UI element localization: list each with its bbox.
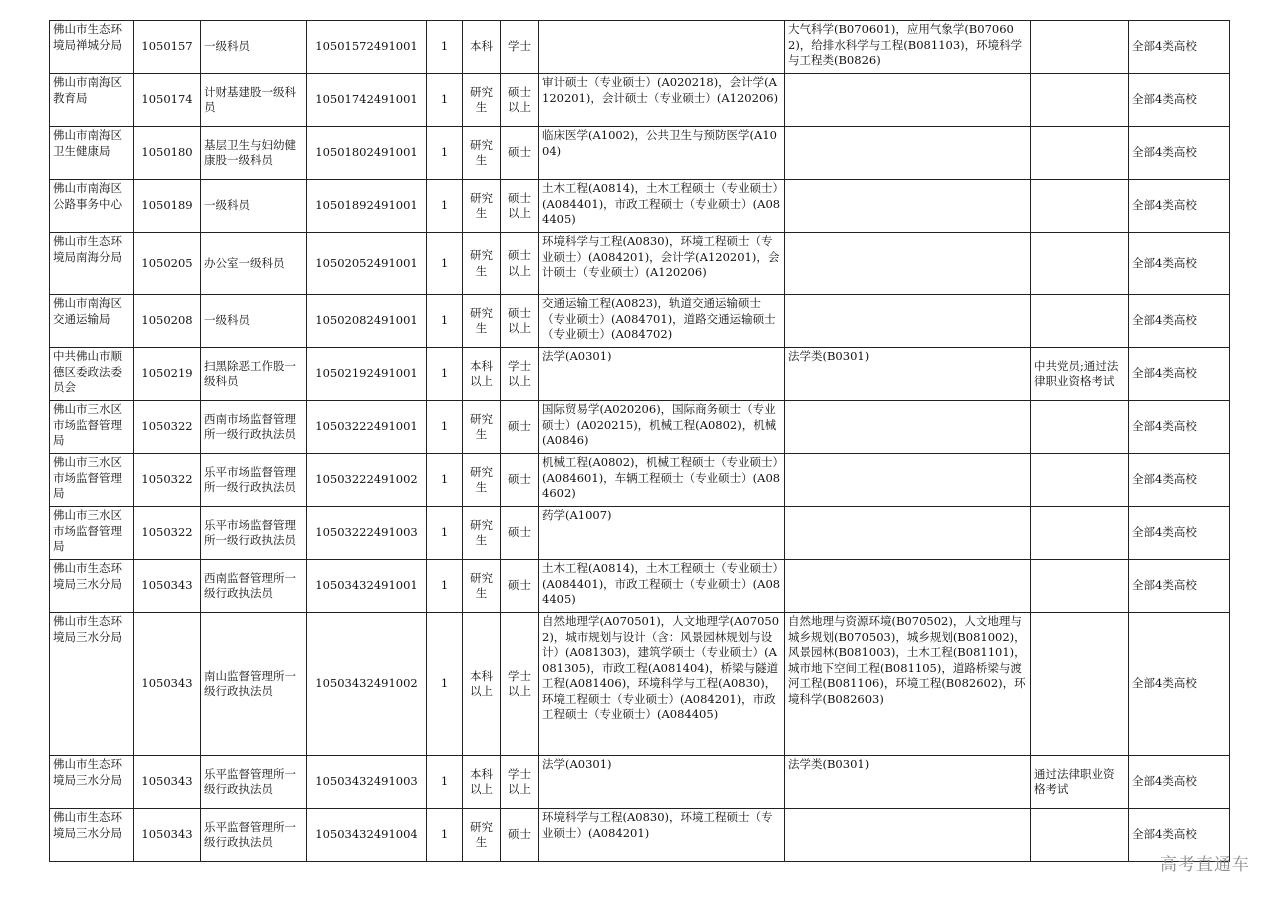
cell-count: 1 <box>427 507 463 560</box>
cell-position-code: 10503432491001 <box>307 560 427 613</box>
cell-grad-major: 国际贸易学(A020206)，国际商务硕士（专业硕士）(A020215)，机械工程(A0802)，机械(A0846) <box>539 401 785 454</box>
cell-scope: 全部4类高校 <box>1129 21 1230 74</box>
cell-count: 1 <box>427 613 463 756</box>
cell-undergrad-major: 法学类(B0301) <box>785 756 1031 809</box>
table-row <box>50 295 1230 348</box>
cell-dept-code: 1050205 <box>134 233 201 295</box>
cell-other <box>1031 180 1129 233</box>
cell-degree: 硕士 <box>501 809 539 862</box>
cell-scope: 全部4类高校 <box>1129 756 1230 809</box>
cell-dept-code: 1050322 <box>134 454 201 507</box>
cell-undergrad-major <box>785 180 1031 233</box>
cell-unit: 佛山市三水区市场监督管理局 <box>50 401 134 454</box>
table-row <box>50 180 1230 233</box>
cell-degree: 学士以上 <box>501 613 539 756</box>
cell-position: 基层卫生与妇幼健康股一级科员 <box>201 127 307 180</box>
cell-position-code: 10501742491001 <box>307 74 427 127</box>
cell-dept-code: 1050208 <box>134 295 201 348</box>
cell-degree: 硕士 <box>501 507 539 560</box>
cell-position: 西南监督管理所一级行政执法员 <box>201 560 307 613</box>
cell-education: 研究生 <box>463 233 501 295</box>
table-row <box>50 613 1230 756</box>
cell-other <box>1031 295 1129 348</box>
cell-education: 研究生 <box>463 560 501 613</box>
cell-other <box>1031 613 1129 756</box>
cell-unit: 佛山市南海区教育局 <box>50 74 134 127</box>
cell-count: 1 <box>427 348 463 401</box>
cell-education: 研究生 <box>463 454 501 507</box>
cell-degree: 硕士 <box>501 127 539 180</box>
cell-education: 研究生 <box>463 295 501 348</box>
cell-unit: 中共佛山市顺德区委政法委员会 <box>50 348 134 401</box>
cell-position: 乐平市场监督管理所一级行政执法员 <box>201 454 307 507</box>
table-row <box>50 454 1230 507</box>
table-row <box>50 74 1230 127</box>
cell-count: 1 <box>427 454 463 507</box>
cell-scope: 全部4类高校 <box>1129 74 1230 127</box>
cell-position: 计财基建股一级科员 <box>201 74 307 127</box>
cell-count: 1 <box>427 756 463 809</box>
cell-education: 研究生 <box>463 127 501 180</box>
cell-undergrad-major: 大气科学(B070601)，应用气象学(B070602)，给排水科学与工程(B081103)，环境科学与工程类(B0826) <box>785 21 1031 74</box>
cell-dept-code: 1050189 <box>134 180 201 233</box>
cell-grad-major: 环境科学与工程(A0830)，环境工程硕士（专业硕士）(A084201) <box>539 809 785 862</box>
table-body <box>50 21 1230 862</box>
cell-count: 1 <box>427 560 463 613</box>
cell-unit: 佛山市三水区市场监督管理局 <box>50 507 134 560</box>
cell-degree: 学士 <box>501 21 539 74</box>
cell-scope: 全部4类高校 <box>1129 613 1230 756</box>
cell-dept-code: 1050174 <box>134 74 201 127</box>
cell-scope: 全部4类高校 <box>1129 348 1230 401</box>
cell-degree: 硕士以上 <box>501 233 539 295</box>
cell-undergrad-major: 自然地理与资源环境(B070502)，人文地理与城乡规划(B070503)，城乡规划(B081002)，风景园林(B081003)，土木工程(B081101)，城市地下空间工程(B081105)，道路桥梁与渡河工程(B081106)，环境工程(B082602)，环境科学(B082603) <box>785 613 1031 756</box>
cell-grad-major: 机械工程(A0802)，机械工程硕士（专业硕士）(A084601)，车辆工程硕士（专业硕士）(A084602) <box>539 454 785 507</box>
cell-unit: 佛山市生态环境局三水分局 <box>50 560 134 613</box>
cell-other <box>1031 74 1129 127</box>
cell-grad-major <box>539 21 785 74</box>
cell-count: 1 <box>427 21 463 74</box>
cell-position: 一级科员 <box>201 180 307 233</box>
cell-count: 1 <box>427 809 463 862</box>
table-row <box>50 127 1230 180</box>
cell-education: 研究生 <box>463 507 501 560</box>
cell-undergrad-major <box>785 74 1031 127</box>
cell-other: 通过法律职业资格考试 <box>1031 756 1129 809</box>
cell-scope: 全部4类高校 <box>1129 560 1230 613</box>
cell-other <box>1031 809 1129 862</box>
cell-degree: 硕士以上 <box>501 180 539 233</box>
cell-dept-code: 1050322 <box>134 507 201 560</box>
cell-degree: 学士以上 <box>501 756 539 809</box>
cell-position-code: 10503222491001 <box>307 401 427 454</box>
cell-position-code: 10502082491001 <box>307 295 427 348</box>
cell-unit: 佛山市生态环境局禅城分局 <box>50 21 134 74</box>
cell-grad-major: 临床医学(A1002)，公共卫生与预防医学(A1004) <box>539 127 785 180</box>
cell-count: 1 <box>427 233 463 295</box>
cell-position-code: 10503222491002 <box>307 454 427 507</box>
cell-degree: 硕士 <box>501 401 539 454</box>
cell-position-code: 10501802491001 <box>307 127 427 180</box>
cell-scope: 全部4类高校 <box>1129 180 1230 233</box>
table-row <box>50 756 1230 809</box>
cell-position: 西南市场监督管理所一级行政执法员 <box>201 401 307 454</box>
recruitment-table <box>49 20 1230 862</box>
table-row <box>50 348 1230 401</box>
cell-undergrad-major <box>785 233 1031 295</box>
cell-position: 乐平监督管理所一级行政执法员 <box>201 756 307 809</box>
table-row <box>50 401 1230 454</box>
cell-unit: 佛山市三水区市场监督管理局 <box>50 454 134 507</box>
cell-other <box>1031 454 1129 507</box>
cell-position-code: 10503432491003 <box>307 756 427 809</box>
cell-count: 1 <box>427 127 463 180</box>
cell-unit: 佛山市生态环境局三水分局 <box>50 756 134 809</box>
cell-unit: 佛山市南海区卫生健康局 <box>50 127 134 180</box>
cell-education: 研究生 <box>463 401 501 454</box>
cell-position: 南山监督管理所一级行政执法员 <box>201 613 307 756</box>
cell-other <box>1031 507 1129 560</box>
cell-grad-major: 法学(A0301) <box>539 348 785 401</box>
cell-undergrad-major <box>785 560 1031 613</box>
cell-position-code: 10503432491004 <box>307 809 427 862</box>
cell-scope: 全部4类高校 <box>1129 809 1230 862</box>
cell-undergrad-major <box>785 401 1031 454</box>
cell-count: 1 <box>427 74 463 127</box>
cell-count: 1 <box>427 295 463 348</box>
table-row <box>50 507 1230 560</box>
cell-other <box>1031 233 1129 295</box>
cell-grad-major: 药学(A1007) <box>539 507 785 560</box>
cell-position-code: 10503222491003 <box>307 507 427 560</box>
cell-scope: 全部4类高校 <box>1129 454 1230 507</box>
cell-undergrad-major: 法学类(B0301) <box>785 348 1031 401</box>
cell-grad-major: 交通运输工程(A0823)，轨道交通运输硕士（专业硕士）(A084701)，道路交通运输硕士（专业硕士）(A084702) <box>539 295 785 348</box>
cell-other <box>1031 21 1129 74</box>
cell-unit: 佛山市南海区交通运输局 <box>50 295 134 348</box>
cell-education: 研究生 <box>463 180 501 233</box>
watermark-text: 高考直通车 <box>1160 855 1250 875</box>
table-row <box>50 233 1230 295</box>
cell-degree: 硕士以上 <box>501 74 539 127</box>
cell-grad-major: 审计硕士（专业硕士）(A020218)，会计学(A120201)，会计硕士（专业硕士）(A120206) <box>539 74 785 127</box>
cell-degree: 学士以上 <box>501 348 539 401</box>
cell-education: 本科以上 <box>463 613 501 756</box>
cell-scope: 全部4类高校 <box>1129 401 1230 454</box>
cell-position-code: 10501892491001 <box>307 180 427 233</box>
cell-dept-code: 1050343 <box>134 560 201 613</box>
cell-position: 乐平市场监督管理所一级行政执法员 <box>201 507 307 560</box>
cell-position: 办公室一级科员 <box>201 233 307 295</box>
cell-grad-major: 土木工程(A0814)，土木工程硕士（专业硕士）(A084401)，市政工程硕士（专业硕士）(A084405) <box>539 560 785 613</box>
cell-position-code: 10502192491001 <box>307 348 427 401</box>
cell-degree: 硕士 <box>501 560 539 613</box>
cell-undergrad-major <box>785 454 1031 507</box>
cell-unit: 佛山市南海区公路事务中心 <box>50 180 134 233</box>
cell-education: 研究生 <box>463 74 501 127</box>
cell-dept-code: 1050322 <box>134 401 201 454</box>
cell-other <box>1031 127 1129 180</box>
cell-position: 一级科员 <box>201 295 307 348</box>
cell-degree: 硕士 <box>501 454 539 507</box>
cell-undergrad-major <box>785 295 1031 348</box>
cell-grad-major: 土木工程(A0814)，土木工程硕士（专业硕士）(A084401)，市政工程硕士（专业硕士）(A084405) <box>539 180 785 233</box>
cell-undergrad-major <box>785 127 1031 180</box>
table-row <box>50 560 1230 613</box>
cell-education: 本科以上 <box>463 348 501 401</box>
cell-scope: 全部4类高校 <box>1129 127 1230 180</box>
cell-degree: 硕士以上 <box>501 295 539 348</box>
cell-other: 中共党员;通过法律职业资格考试 <box>1031 348 1129 401</box>
cell-position-code: 10502052491001 <box>307 233 427 295</box>
cell-dept-code: 1050343 <box>134 809 201 862</box>
cell-dept-code: 1050343 <box>134 613 201 756</box>
cell-position: 扫黑除恶工作股一级科员 <box>201 348 307 401</box>
cell-scope: 全部4类高校 <box>1129 507 1230 560</box>
cell-dept-code: 1050219 <box>134 348 201 401</box>
cell-education: 研究生 <box>463 809 501 862</box>
cell-undergrad-major <box>785 507 1031 560</box>
cell-position: 乐平监督管理所一级行政执法员 <box>201 809 307 862</box>
cell-grad-major: 环境科学与工程(A0830)，环境工程硕士（专业硕士）(A084201)，会计学(A120201)，会计硕士（专业硕士）(A120206) <box>539 233 785 295</box>
cell-dept-code: 1050157 <box>134 21 201 74</box>
cell-grad-major: 自然地理学(A070501)，人文地理学(A070502)，城市规划与设计（含：风景园林规划与设计）(A081303)，建筑学硕士（专业硕士）(A081305)，市政工程(A081404)，桥梁与隧道工程(A081406)，环境科学与工程(A0830)，环境工程硕士（专业硕士）(A084201)，市政工程硕士（专业硕士）(A084405) <box>539 613 785 756</box>
cell-count: 1 <box>427 180 463 233</box>
cell-other <box>1031 401 1129 454</box>
cell-undergrad-major <box>785 809 1031 862</box>
cell-education: 本科 <box>463 21 501 74</box>
table-row <box>50 21 1230 74</box>
cell-count: 1 <box>427 401 463 454</box>
cell-unit: 佛山市生态环境局南海分局 <box>50 233 134 295</box>
cell-scope: 全部4类高校 <box>1129 295 1230 348</box>
cell-scope: 全部4类高校 <box>1129 233 1230 295</box>
table-row <box>50 809 1230 862</box>
cell-position: 一级科员 <box>201 21 307 74</box>
cell-education: 本科以上 <box>463 756 501 809</box>
cell-dept-code: 1050343 <box>134 756 201 809</box>
cell-position-code: 10501572491001 <box>307 21 427 74</box>
cell-position-code: 10503432491002 <box>307 613 427 756</box>
cell-other <box>1031 560 1129 613</box>
cell-unit: 佛山市生态环境局三水分局 <box>50 613 134 756</box>
cell-unit: 佛山市生态环境局三水分局 <box>50 809 134 862</box>
cell-grad-major: 法学(A0301) <box>539 756 785 809</box>
cell-dept-code: 1050180 <box>134 127 201 180</box>
